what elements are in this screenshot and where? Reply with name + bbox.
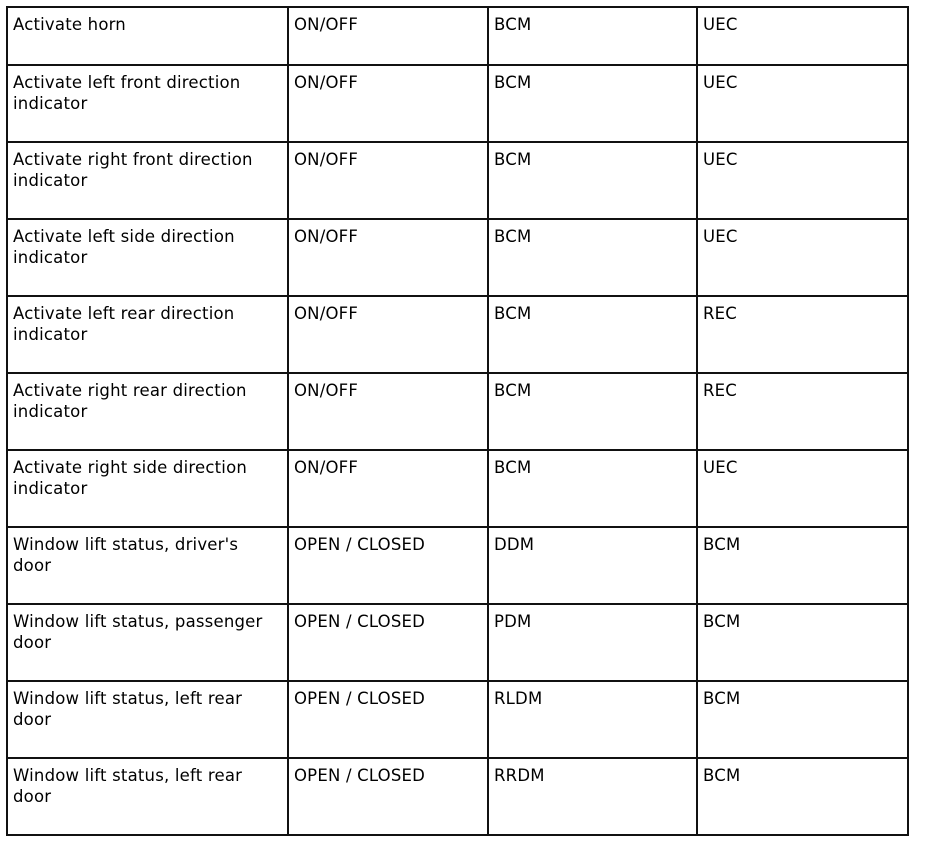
signal-cell: Activate horn xyxy=(7,7,288,65)
receiver-cell: REC xyxy=(697,296,908,373)
receiver-cell: BCM xyxy=(697,681,908,758)
sender-cell: BCM xyxy=(488,142,697,219)
receiver-cell: UEC xyxy=(697,219,908,296)
sender-cell: BCM xyxy=(488,450,697,527)
signal-cell: Activate left front direction indicator xyxy=(7,65,288,142)
table-row xyxy=(7,450,908,527)
table-row xyxy=(7,296,908,373)
receiver-cell: UEC xyxy=(697,65,908,142)
values-cell: OPEN / CLOSED xyxy=(288,527,488,604)
values-cell: ON/OFF xyxy=(288,296,488,373)
table-row xyxy=(7,604,908,681)
values-cell: OPEN / CLOSED xyxy=(288,758,488,835)
values-cell: ON/OFF xyxy=(288,7,488,65)
receiver-cell: REC xyxy=(697,373,908,450)
values-cell: ON/OFF xyxy=(288,219,488,296)
table-row xyxy=(7,758,908,835)
table-row xyxy=(7,373,908,450)
signal-cell: Activate left rear direction indicator xyxy=(7,296,288,373)
sender-cell: BCM xyxy=(488,65,697,142)
table-row xyxy=(7,681,908,758)
sender-cell: RRDM xyxy=(488,758,697,835)
receiver-cell: BCM xyxy=(697,604,908,681)
signal-cell: Activate left side direction indicator xyxy=(7,219,288,296)
receiver-cell: UEC xyxy=(697,450,908,527)
sender-cell: RLDM xyxy=(488,681,697,758)
signal-cell: Activate right front direction indicator xyxy=(7,142,288,219)
table-row xyxy=(7,7,908,65)
signal-cell: Window lift status, passenger door xyxy=(7,604,288,681)
sender-cell: PDM xyxy=(488,604,697,681)
values-cell: ON/OFF xyxy=(288,373,488,450)
receiver-cell: BCM xyxy=(697,758,908,835)
sender-cell: BCM xyxy=(488,219,697,296)
signal-cell: Window lift status, driver's door xyxy=(7,527,288,604)
signal-cell: Window lift status, left rear door xyxy=(7,681,288,758)
values-cell: ON/OFF xyxy=(288,142,488,219)
sender-cell: DDM xyxy=(488,527,697,604)
receiver-cell: UEC xyxy=(697,7,908,65)
signal-table xyxy=(6,6,909,836)
sender-cell: BCM xyxy=(488,373,697,450)
values-cell: ON/OFF xyxy=(288,65,488,142)
table-row xyxy=(7,142,908,219)
sender-cell: BCM xyxy=(488,296,697,373)
receiver-cell: BCM xyxy=(697,527,908,604)
receiver-cell: UEC xyxy=(697,142,908,219)
values-cell: OPEN / CLOSED xyxy=(288,604,488,681)
signal-cell: Activate right rear direction indicator xyxy=(7,373,288,450)
signal-cell: Activate right side direction indicator xyxy=(7,450,288,527)
sender-cell: BCM xyxy=(488,7,697,65)
signal-cell: Window lift status, left rear door xyxy=(7,758,288,835)
values-cell: OPEN / CLOSED xyxy=(288,681,488,758)
table-row xyxy=(7,527,908,604)
values-cell: ON/OFF xyxy=(288,450,488,527)
table-row xyxy=(7,219,908,296)
table-row xyxy=(7,65,908,142)
